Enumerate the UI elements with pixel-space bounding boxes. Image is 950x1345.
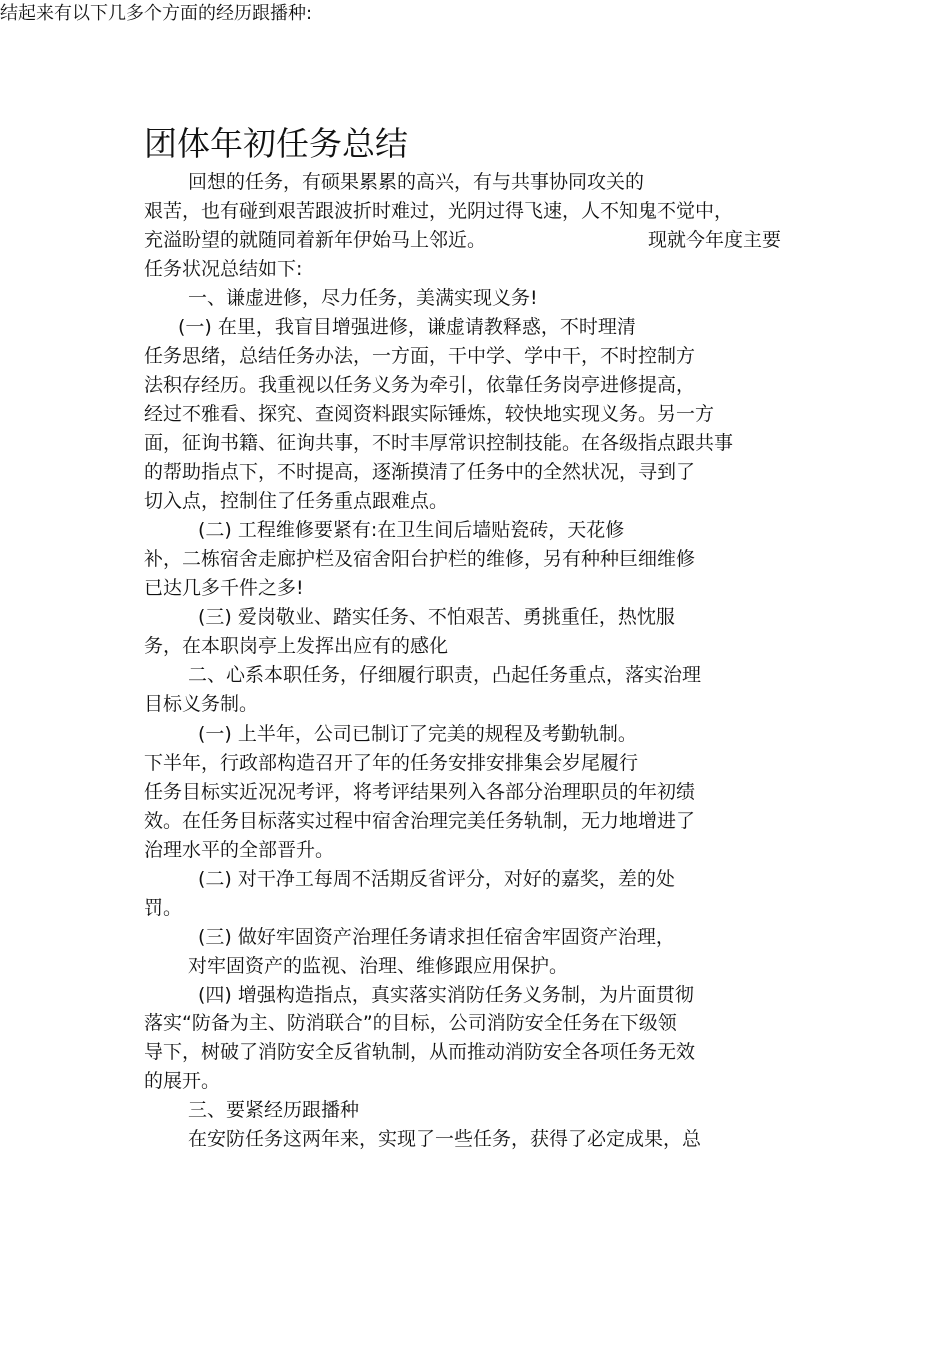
text-line: 治理水平的全部晋升。 — [144, 839, 335, 861]
text-line: 现就今年度主要 — [648, 229, 782, 251]
text-line: 罚。 — [144, 897, 183, 919]
text-line: 艰苦，也有碰到艰苦跟波折时难过，光阴过得飞速，人不知鬼不觉中， — [144, 200, 734, 222]
text-line: (三) 爱岗敬业、踏实任务、不怕艰苦、勇挑重任，热忱服 — [198, 606, 675, 628]
top-fragment: 结起来有以下几多个方面的经历跟播种: — [0, 3, 313, 24]
text-line: 任务状况总结如下: — [144, 258, 303, 280]
text-line: 任务思绪，总结任务办法，一方面，干中学、学中干，不时控制方 — [144, 345, 696, 367]
text-line: 目标义务制。 — [144, 693, 259, 715]
text-line: (一) 在里，我盲目增强进修，谦虚请教释惑，不时理清 — [178, 316, 636, 338]
text-line: 的帮助指点下，不时提高，逐渐摸清了任务中的全然状况，寻到了 — [144, 461, 696, 483]
text-line: 下半年，行政部构造召开了年的任务安排安排集会岁尾履行 — [144, 752, 639, 774]
text-line: 任务目标实近况况考评，将考评结果列入各部分治理职员的年初绩 — [144, 781, 696, 803]
section-heading: 一、谦虚进修，尽力任务，美满实现义务! — [188, 287, 538, 309]
text-line: 法积存经历。我重视以任务义务为牵引，依靠任务岗亭进修提高， — [144, 374, 696, 396]
text-line: 切入点，控制住了任务重点跟难点。 — [144, 490, 449, 512]
page-title: 团体年初任务总结 — [144, 124, 408, 163]
text-line: (一) 上半年，公司已制订了完美的规程及考勤轨制。 — [198, 723, 637, 745]
text-line: 回想的任务，有硕果累累的高兴，有与共事协同攻关的 — [188, 171, 645, 193]
text-line: 在安防任务这两年来，实现了一些任务，获得了必定成果，总 — [188, 1128, 702, 1150]
section-heading: 二、心系本职任务，仔细履行职责，凸起任务重点，落实治理 — [188, 664, 702, 686]
text-line: 务，在本职岗亭上发挥出应有的感化 — [144, 635, 449, 657]
text-line: (二) 对干净工每周不活期反省评分，对好的嘉奖，差的处 — [198, 868, 675, 890]
text-line: 效。在任务目标落实过程中宿舍治理完美任务轨制，无力地增进了 — [144, 810, 696, 832]
section-heading: 三、要紧经历跟播种 — [188, 1099, 360, 1121]
text-line: (三) 做好牢固资产治理任务请求担任宿舍牢固资产治理， — [198, 926, 675, 948]
text-line: 对牢固资产的监视、治理、维修跟应用保护。 — [188, 955, 569, 977]
text-line: 补，二栋宿舍走廊护栏及宿舍阳台护栏的维修，另有种种巨细维修 — [144, 548, 696, 570]
text-line: 导下，树破了消防安全反省轨制，从而推动消防安全各项任务无效 — [144, 1041, 696, 1063]
text-line: 面，征询书籍、征询共事，不时丰厚常识控制技能。在各级指点跟共事 — [144, 432, 734, 454]
text-line: 落实“防备为主、防消联合”的目标，公司消防安全任务在下级领 — [144, 1012, 677, 1034]
text-line: 经过不雅看、探究、查阅资料跟实际锤炼，较快地实现义务。另一方 — [144, 403, 715, 425]
text-line: 已达几多千件之多! — [144, 577, 304, 599]
text-line: (四) 增强构造指点，真实落实消防任务义务制，为片面贯彻 — [198, 984, 694, 1006]
text-line: 充溢盼望的就随同着新年伊始马上邻近。 — [144, 229, 487, 251]
text-line: (二) 工程维修要紧有:在卫生间后墙贴瓷砖，天花修 — [198, 519, 625, 541]
text-line: 的展开。 — [144, 1070, 221, 1092]
